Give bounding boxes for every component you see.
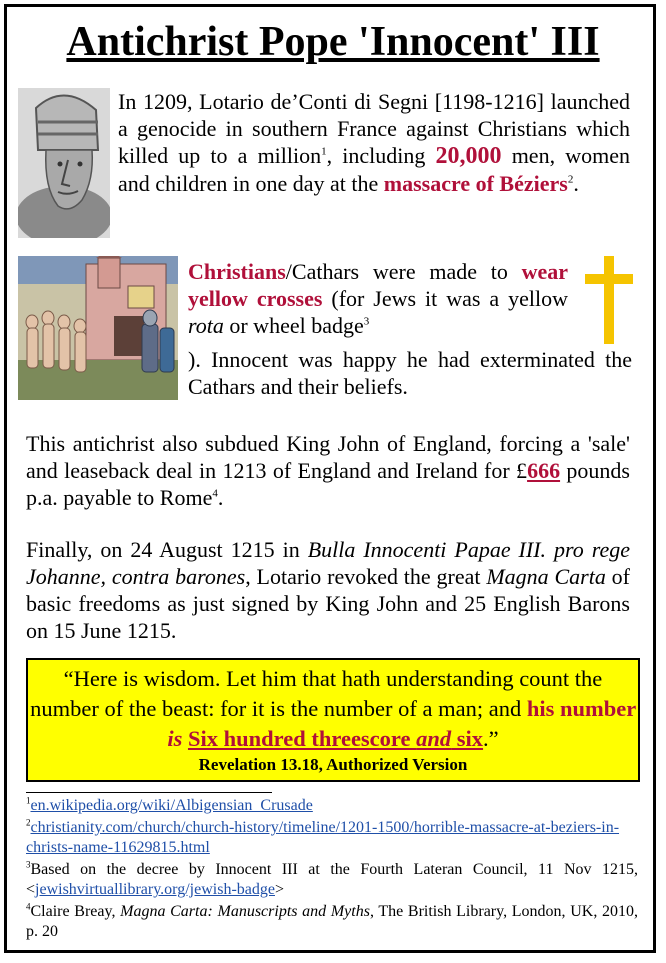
paragraph-king-john: This antichrist also subdued King John of England, forcing a 'sale' and leaseback deal in 1213 of England and Ireland for £666 pounds p.a. payable to Rome$^4$. — [26, 431, 630, 510]
paragraph-yellow-crosses-b: ). Innocent was happy he had exterminated the Cathars and their beliefs. — [188, 347, 632, 399]
footnote-2-link[interactable]: christianity.com/church/church-history/timeline/1201-1500/horrible-massacre-at-beziers-in-christs-name-11629815.html — [26, 819, 620, 856]
page-title: Antichrist Pope 'Innocent' III — [66, 19, 600, 65]
footnote-3-link[interactable]: jewishvirtuallibrary.org/jewish-badge — [35, 881, 275, 898]
footnote-divider — [26, 792, 272, 793]
cathars-expulsion-image — [18, 256, 178, 400]
scripture-quote-text: “Here is wisdom. Let him that hath understanding count the number of the beast: for it is the number of a man; and his number is Six hundred threescore and six.” — [30, 666, 636, 751]
paragraph-intro: In 1209, Lotario de’Conti di Segni [1198-1216] launched a genocide in southern France against Christians which killed up to a million$^1$, including 20,000 men, women and children in one day at the massacre of Béziers$^2$. — [118, 89, 630, 196]
footnote-2: $^2$christianity.com/church/church-history/timeline/1201-1500/horrible-massacre-at-beziers-in-christs-name-11629815.html — [26, 817, 620, 856]
scripture-citation: Revelation 13.18, Authorized Version — [198, 755, 468, 774]
scripture-quote-box — [26, 658, 640, 782]
paragraph-magna-carta: Finally, on 24 August 1215 in Bulla Innocenti Papae III. pro rege Johanne, contra barones, Lotario revoked the great Magna Carta of basic freedoms as just signed by King John and 25 English Barons on 15 June 1215. — [26, 537, 630, 643]
paragraph-yellow-crosses-a: Christians/Cathars were made to wear yellow crosses (for Jews it was a yellow rota or wheel badge$^3$ — [188, 259, 568, 338]
footnote-4: $^4$Claire Breay, Magna Carta: Manuscripts and Myths, The British Library, London, UK, 2010, p. 20 — [26, 901, 638, 940]
footnote-3: $^3$Based on the decree by Innocent III at the Fourth Lateran Council, 11 Nov 1215, <jewishvirtuallibrary.org/jewish-badge> — [26, 859, 638, 898]
pope-portrait-image — [18, 88, 110, 238]
footnote-1: $^1$en.wikipedia.org/wiki/Albigensian_Crusade — [26, 795, 313, 814]
yellow-cross-icon — [585, 256, 633, 344]
footnote-1-link[interactable]: en.wikipedia.org/wiki/Albigensian_Crusade — [30, 797, 313, 814]
